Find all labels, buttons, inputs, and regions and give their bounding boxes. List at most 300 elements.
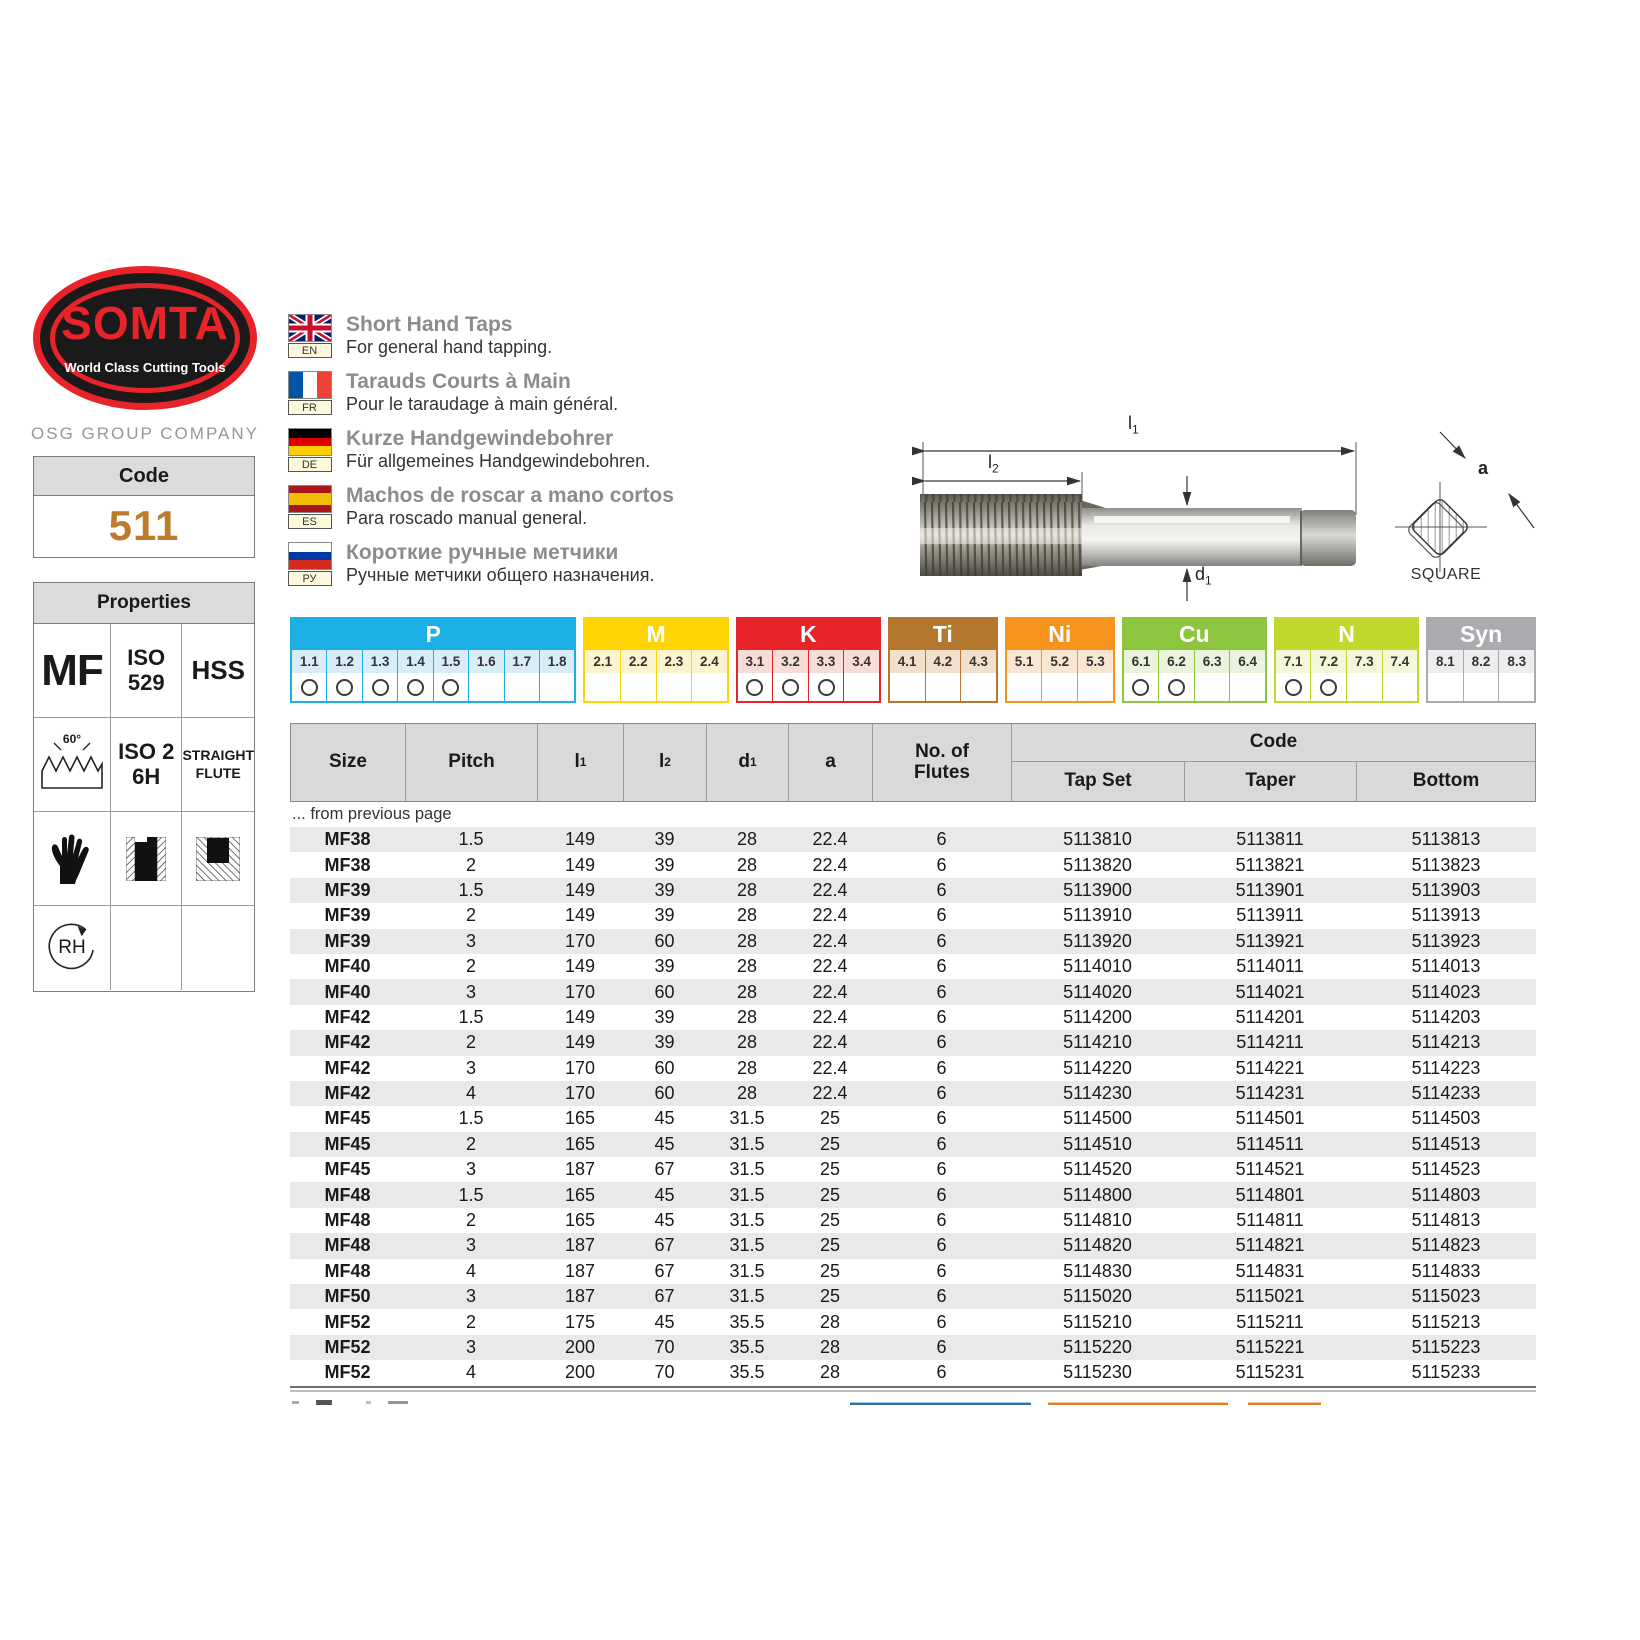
flutes-value: 6 <box>936 1133 947 1154</box>
tap-set-value: 5114830 <box>1063 1260 1132 1281</box>
l1-value: 165 <box>564 1108 596 1129</box>
flutes-value: 6 <box>936 1108 947 1129</box>
dim-l2-label: $l_2$ <box>988 452 999 476</box>
tap-set-value: 5114520 <box>1063 1159 1132 1180</box>
property-blind-hole <box>182 812 254 906</box>
l2-value: 60 <box>654 930 675 951</box>
language-title: Короткие ручные метчики <box>346 541 619 564</box>
flutes-value: 6 <box>936 1311 947 1332</box>
russia-flag-icon <box>288 542 332 570</box>
material-mark-8.2 <box>1464 673 1500 701</box>
a-value: 25 <box>819 1235 841 1256</box>
bottom-value: 5114013 <box>1411 956 1481 977</box>
material-group-Syn <box>1426 617 1536 703</box>
d1-value: 31.5 <box>729 1133 765 1154</box>
table-row <box>290 1030 1536 1055</box>
material-cell-1.7: 1.7 <box>505 650 540 673</box>
language-entry-russia <box>286 542 876 586</box>
bottom-value: 5114233 <box>1411 1083 1481 1104</box>
iso-line1: ISO <box>127 645 166 671</box>
l1-value: 149 <box>564 1006 596 1027</box>
l1-value: 200 <box>564 1362 596 1383</box>
d1-value: 31.5 <box>729 1210 765 1231</box>
glove-icon <box>47 833 97 885</box>
taper-value: 5114021 <box>1235 981 1305 1002</box>
l1-value: 149 <box>564 1032 596 1053</box>
language-text <box>346 314 552 358</box>
material-mark-4.1 <box>890 673 926 701</box>
material-number-row <box>585 650 726 673</box>
material-group-Cu <box>1122 617 1267 703</box>
material-group-Ti <box>888 617 998 703</box>
language-descriptions <box>286 314 876 586</box>
material-cell-1.4: 1.4 <box>398 650 433 673</box>
material-cell-5.1: 5.1 <box>1007 650 1043 673</box>
dim-a-label: a <box>1478 458 1489 478</box>
spec-table-header <box>290 723 1536 802</box>
flute-line2: FLUTE <box>195 764 241 781</box>
language-description: Pour le taraudage à main général. <box>346 393 619 414</box>
material-group-label: M <box>585 619 726 650</box>
l2-value: 39 <box>654 905 675 926</box>
flutes-value: 6 <box>936 956 947 977</box>
pitch-value: 1.5 <box>458 1184 484 1205</box>
a-value: 22.4 <box>812 1083 848 1104</box>
iso-line2: 529 <box>127 669 165 695</box>
tap-set-value: 5114800 <box>1063 1184 1132 1205</box>
l2-value: 60 <box>654 1083 675 1104</box>
material-group-M <box>583 617 728 703</box>
material-mark-3.3 <box>809 673 845 701</box>
size-value: MF39 <box>324 930 371 951</box>
material-group-label: K <box>738 619 879 650</box>
tap-set-value: 5113900 <box>1063 879 1132 900</box>
d1-value: 28 <box>736 1006 758 1027</box>
taper-value: 5115221 <box>1235 1337 1305 1357</box>
a-value: 22.4 <box>812 1057 848 1078</box>
l1-value: 149 <box>564 854 596 875</box>
flutes-value: 6 <box>936 1235 947 1256</box>
material-mark-2.2 <box>621 673 657 701</box>
language-entry-uk <box>286 314 876 358</box>
material-cell-4.1: 4.1 <box>890 650 926 673</box>
d1-value: 31.5 <box>729 1184 765 1205</box>
col-header-bottom: Bottom <box>1412 769 1480 791</box>
material-cell-3.4: 3.4 <box>852 654 871 669</box>
taper-value: 5114831 <box>1235 1260 1305 1281</box>
flutes-value: 6 <box>936 1210 947 1231</box>
material-cell-1.8: 1.8 <box>547 654 567 669</box>
language-text <box>346 371 618 415</box>
col-header-taper: Taper <box>1185 762 1357 802</box>
material-cell-8.3: 8.3 <box>1507 654 1527 669</box>
l1-value: 165 <box>564 1210 596 1231</box>
pitch-value: 2 <box>465 1133 476 1154</box>
suitability-circle <box>336 679 353 696</box>
a-value: 22.4 <box>812 1032 848 1053</box>
l1-value: 170 <box>564 981 596 1002</box>
property-flute <box>182 718 254 812</box>
flutes-value: 6 <box>936 1032 947 1053</box>
pitch-value: 2 <box>465 905 476 926</box>
l2-value: 39 <box>654 854 675 875</box>
material-mark-4.2 <box>926 673 962 701</box>
language-code: РУ <box>288 571 332 586</box>
material-mark-6.3 <box>1195 673 1231 701</box>
bottom-value: 5113823 <box>1411 854 1481 875</box>
table-row <box>290 1208 1536 1233</box>
tap-set-value: 5113820 <box>1063 854 1132 875</box>
col-header-pitch: Pitch <box>406 724 538 801</box>
bottom-value: 5114203 <box>1411 1006 1481 1027</box>
size-value: MF52 <box>324 1337 371 1357</box>
a-value: 25 <box>819 1108 841 1129</box>
material-cell-5.2: 5.2 <box>1042 650 1078 673</box>
tap-set-value: 5115230 <box>1063 1362 1132 1383</box>
taper-value: 5114231 <box>1235 1083 1305 1104</box>
material-cell-7.3: 7.3 <box>1347 650 1383 673</box>
taper-value: 5115231 <box>1235 1362 1305 1383</box>
language-code: EN <box>288 343 332 358</box>
a-value: 22.4 <box>812 981 848 1002</box>
l2-value: 70 <box>654 1337 675 1357</box>
d1-value: 28 <box>736 854 758 875</box>
language-description: Ручные метчики общего назначения. <box>346 564 655 585</box>
material-mark-1.6 <box>469 673 504 701</box>
taper-value: 5113811 <box>1236 829 1304 850</box>
table-bottom-rule-light <box>290 1390 1536 1392</box>
l1-value: 187 <box>564 1260 596 1281</box>
material-mark-5.1 <box>1007 673 1043 701</box>
l2-value: 45 <box>654 1210 675 1231</box>
material-group-N <box>1274 617 1419 703</box>
thread-profile-icon <box>34 740 110 790</box>
pitch-value: 3 <box>465 1337 476 1357</box>
l1-value: 187 <box>564 1159 596 1180</box>
table-row <box>290 1360 1536 1385</box>
language-text <box>346 428 650 472</box>
material-mark-7.4 <box>1383 673 1418 701</box>
size-value: MF42 <box>324 1032 371 1053</box>
size-value: MF39 <box>324 905 371 926</box>
flutes-value: 6 <box>936 879 947 900</box>
logo-tagline: World Class Cutting Tools <box>64 360 226 375</box>
taper-value: 5114211 <box>1236 1032 1304 1053</box>
bottom-value: 5114833 <box>1411 1260 1481 1281</box>
size-value: MF40 <box>324 956 371 977</box>
material-mark-3.4 <box>844 673 879 701</box>
l2-value: 45 <box>654 1108 675 1129</box>
logo-brand-text: SOMTA <box>61 297 229 349</box>
bottom-value: 5113903 <box>1411 879 1481 900</box>
language-entry-france <box>286 371 876 415</box>
material-mark-4.3 <box>961 673 996 701</box>
col-header-d1: d 1 <box>707 724 789 801</box>
l2-value: 39 <box>654 1006 675 1027</box>
pitch-value: 1.5 <box>458 1006 484 1027</box>
tap-set-value: 5114200 <box>1063 1006 1132 1027</box>
pitch-value: 2 <box>465 1032 476 1053</box>
taper-value: 5113901 <box>1235 879 1305 900</box>
flag-column <box>286 314 333 358</box>
taper-value: 5113821 <box>1235 854 1305 875</box>
material-mark-2.1 <box>585 673 621 701</box>
bottom-value: 5115023 <box>1411 1286 1481 1307</box>
size-value: MF40 <box>324 981 371 1002</box>
l2-value: 67 <box>654 1159 675 1180</box>
property-hand-tapping <box>34 812 111 906</box>
cutoff-orange-bar <box>1048 1402 1228 1405</box>
taper-value: 5114811 <box>1236 1210 1304 1231</box>
a-value: 22.4 <box>812 879 848 900</box>
dim-l1-label: $l_1$ <box>1128 413 1139 437</box>
table-body <box>290 827 1536 1386</box>
l1-value: 200 <box>564 1337 596 1357</box>
suitability-circle <box>442 679 459 696</box>
material-cell-6.3: 6.3 <box>1195 650 1231 673</box>
d1-value: 28 <box>736 905 758 926</box>
bottom-value: 5114223 <box>1411 1057 1481 1078</box>
tap-set-value: 5113910 <box>1063 905 1132 926</box>
l1-value: 149 <box>564 905 596 926</box>
size-value: MF42 <box>324 1083 371 1104</box>
d1-value: 28 <box>736 981 758 1002</box>
table-row <box>290 903 1536 928</box>
a-value: 25 <box>819 1210 841 1231</box>
taper-value: 5113911 <box>1236 905 1304 926</box>
l1-value: 165 <box>564 1133 596 1154</box>
material-number-row <box>1276 650 1417 673</box>
size-value: MF38 <box>324 829 371 850</box>
l1-value: 187 <box>564 1286 596 1307</box>
pitch-value: 4 <box>465 1260 476 1281</box>
d1-value: 35.5 <box>729 1311 765 1332</box>
bottom-value: 5113913 <box>1411 905 1481 926</box>
spain-flag-icon <box>288 485 332 513</box>
table-row <box>290 1081 1536 1106</box>
a-value: 22.4 <box>812 956 848 977</box>
flutes-value: 6 <box>936 854 947 875</box>
bottom-value: 5114813 <box>1411 1210 1481 1231</box>
a-value: 28 <box>819 1311 841 1332</box>
d1-value: 28 <box>736 1057 758 1078</box>
l1-value: 149 <box>564 879 596 900</box>
a-value: 22.4 <box>812 854 848 875</box>
l2-value: 67 <box>654 1286 675 1307</box>
tap-set-value: 5114230 <box>1063 1083 1132 1104</box>
bottom-value: 5114523 <box>1411 1159 1481 1180</box>
material-group-P <box>290 617 576 703</box>
tap-set-value: 5114220 <box>1063 1057 1132 1078</box>
flutes-value: 6 <box>936 1006 947 1027</box>
tap-set-value: 5113810 <box>1063 829 1132 850</box>
material-mark-row <box>890 673 996 701</box>
material-cell-2.4: 2.4 <box>700 654 719 669</box>
suitability-circle <box>1168 679 1185 696</box>
property-tolerance <box>111 718 182 812</box>
cutoff-orange-bar-small <box>1248 1402 1321 1405</box>
material-number-row <box>1007 650 1113 673</box>
property-iso-standard <box>111 624 182 718</box>
suitability-circle <box>782 679 799 696</box>
pitch-value: 2 <box>465 1311 476 1332</box>
taper-value: 5114801 <box>1235 1184 1305 1205</box>
l2-value: 39 <box>654 829 675 850</box>
table-row <box>290 1157 1536 1182</box>
material-mark-1.4 <box>398 673 433 701</box>
a-value: 22.4 <box>812 905 848 926</box>
d1-value: 28 <box>736 1032 758 1053</box>
size-value: MF48 <box>324 1184 371 1205</box>
cutoff-text-fragment <box>316 1400 332 1405</box>
material-cell-1.3: 1.3 <box>363 650 398 673</box>
material-cell-1.5: 1.5 <box>434 650 469 673</box>
language-entry-spain <box>286 485 876 529</box>
language-title: Tarauds Courts à Main <box>346 370 571 393</box>
property-thread-type <box>34 624 111 718</box>
material-mark-2.3 <box>657 673 693 701</box>
tolerance-line2: 6H <box>132 763 161 789</box>
pitch-value: 4 <box>465 1362 476 1383</box>
material-cell-7.1: 7.1 <box>1276 650 1312 673</box>
tap-photo-drawing <box>880 420 1440 605</box>
material-mark-6.1 <box>1124 673 1160 701</box>
language-code: FR <box>288 400 332 415</box>
material-mark-row <box>1124 673 1265 701</box>
material-cell-2.3: 2.3 <box>657 650 693 673</box>
d1-value: 28 <box>736 829 758 850</box>
flag-column <box>286 542 333 586</box>
suitability-circle <box>746 679 763 696</box>
size-value: MF45 <box>324 1159 371 1180</box>
material-mark-7.1 <box>1276 673 1312 701</box>
taper-value: 5114511 <box>1236 1133 1304 1154</box>
l2-value: 45 <box>654 1133 675 1154</box>
property-thread-profile <box>34 718 111 812</box>
table-row <box>290 827 1536 852</box>
property-right-hand <box>34 906 111 990</box>
code-box <box>33 456 255 558</box>
material-mark-3.2 <box>773 673 809 701</box>
a-value: 28 <box>819 1362 841 1383</box>
tap-set-value: 5114820 <box>1063 1235 1132 1256</box>
a-value: 25 <box>819 1133 841 1154</box>
pitch-value: 2 <box>465 956 476 977</box>
tap-set-value: 5114810 <box>1063 1210 1132 1231</box>
material-mark-8.3 <box>1499 673 1534 701</box>
material-groups <box>290 617 1536 703</box>
cutoff-text-fragment <box>292 1401 299 1404</box>
taper-value: 5114221 <box>1235 1057 1305 1078</box>
material-mark-3.1 <box>738 673 774 701</box>
material-group-K <box>736 617 881 703</box>
material-cell-6.2: 6.2 <box>1159 650 1195 673</box>
size-value: MF39 <box>324 879 371 900</box>
size-value: MF48 <box>324 1235 371 1256</box>
a-value: 25 <box>819 1184 841 1205</box>
a-value: 22.4 <box>812 829 848 850</box>
flutes-value: 6 <box>936 1286 947 1307</box>
bottom-value: 5114803 <box>1411 1184 1481 1205</box>
flutes-value: 6 <box>936 1083 947 1104</box>
table-row <box>290 1106 1536 1131</box>
dim-d1-label: $d_1$ <box>1195 564 1212 588</box>
pitch-value: 3 <box>465 981 476 1002</box>
a-value: 22.4 <box>812 930 848 951</box>
material-mark-2.4 <box>692 673 727 701</box>
thread-type-label: MF <box>41 645 103 695</box>
material-group-label: N <box>1276 619 1417 650</box>
flutes-value: 6 <box>936 930 947 951</box>
language-title: Short Hand Taps <box>346 313 513 336</box>
material-mark-7.2 <box>1311 673 1347 701</box>
material-mark-5.2 <box>1042 673 1078 701</box>
tap-set-value: 5114020 <box>1063 981 1132 1002</box>
l2-value: 39 <box>654 956 675 977</box>
properties-grid <box>34 624 254 990</box>
through-hole-icon <box>126 837 166 881</box>
material-mark-row <box>738 673 879 701</box>
a-value: 22.4 <box>812 1006 848 1027</box>
material-mark-1.8 <box>540 673 574 701</box>
table-row <box>290 1259 1536 1284</box>
suitability-circle <box>407 679 424 696</box>
pitch-value: 3 <box>465 1057 476 1078</box>
language-description: Für allgemeines Handgewindebohren. <box>346 450 651 471</box>
material-number-row <box>1428 650 1534 673</box>
size-value: MF48 <box>324 1260 371 1281</box>
table-row <box>290 979 1536 1004</box>
material-mark-1.5 <box>434 673 469 701</box>
material-group-label: Syn <box>1428 619 1534 650</box>
l2-value: 67 <box>654 1235 675 1256</box>
taper-value: 5115021 <box>1235 1286 1305 1307</box>
material-mark-row <box>1276 673 1417 701</box>
material-mark-row <box>1007 673 1113 701</box>
d1-value: 31.5 <box>729 1235 765 1256</box>
material-mark-1.7 <box>505 673 540 701</box>
table-row <box>290 1182 1536 1207</box>
flutes-value: 6 <box>936 1362 947 1383</box>
pitch-value: 3 <box>465 1286 476 1307</box>
bottom-value: 5113923 <box>1411 930 1481 951</box>
d1-value: 31.5 <box>729 1286 765 1307</box>
continuation-note: ... from previous page <box>292 805 452 823</box>
d1-value: 28 <box>736 1083 758 1104</box>
germany-flag-icon <box>288 428 332 456</box>
size-value: MF52 <box>324 1362 371 1383</box>
somta-logo <box>33 266 257 410</box>
tap-set-value: 5113920 <box>1063 930 1132 951</box>
material-cell-7.2: 7.2 <box>1311 650 1347 673</box>
tap-set-value: 5114500 <box>1063 1108 1132 1129</box>
flutes-value: 6 <box>936 981 947 1002</box>
tap-set-value: 5114210 <box>1063 1032 1132 1053</box>
code-value: 511 <box>108 502 180 549</box>
material-mark-1.1 <box>292 673 327 701</box>
material-mark-row <box>1428 673 1534 701</box>
cutoff-blue-bar <box>850 1402 1031 1405</box>
l1-value: 170 <box>564 1057 596 1078</box>
l2-value: 45 <box>654 1311 675 1332</box>
d1-value: 28 <box>736 879 758 900</box>
material-cell-2.2: 2.2 <box>621 650 657 673</box>
flutes-value: 6 <box>936 829 947 850</box>
material-cell-4.3: 4.3 <box>969 654 988 669</box>
material-cell-4.2: 4.2 <box>926 650 962 673</box>
col-header-code-group: Code <box>1012 724 1535 762</box>
bottom-value: 5114503 <box>1411 1108 1481 1129</box>
